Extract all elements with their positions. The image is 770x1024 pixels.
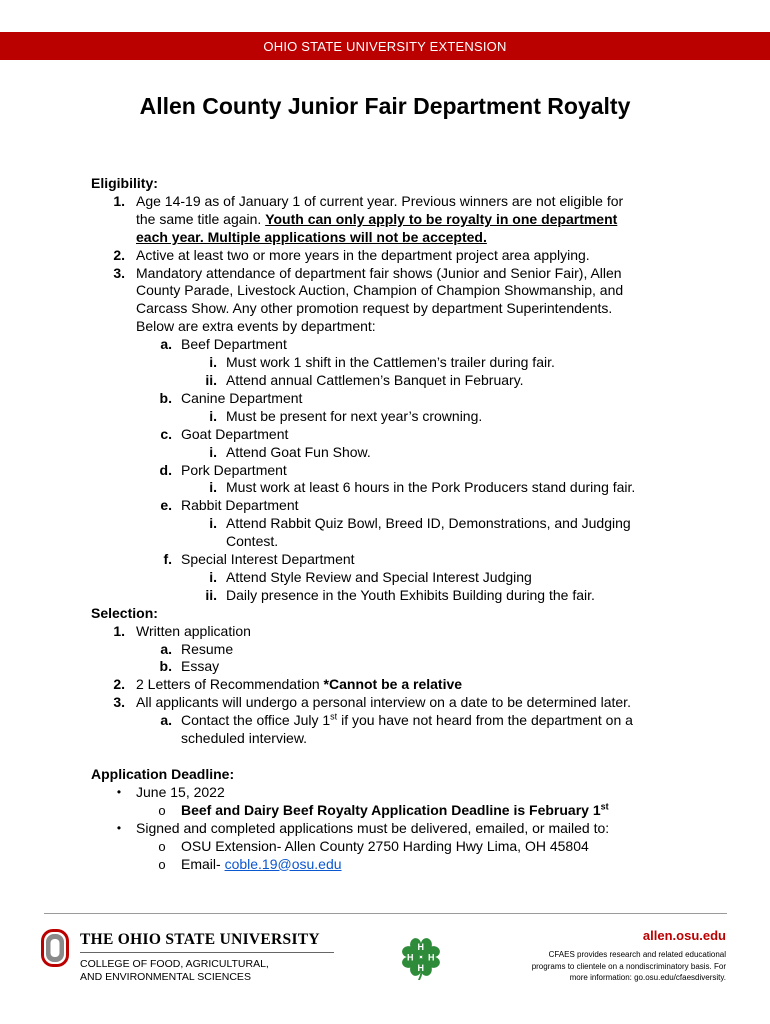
list-roman: i.	[209, 568, 217, 585]
list-text: Attend Goat Fun Show.	[226, 443, 371, 460]
list-text: Age 14-19 as of January 1 of current year. Previous winners are not eligible for	[136, 192, 624, 209]
svg-text:H: H	[407, 952, 414, 963]
list-roman: i.	[209, 354, 217, 371]
department-name: Rabbit Department	[181, 497, 299, 514]
department-name: Special Interest Department	[181, 551, 355, 568]
eligibility-item-1	[91, 193, 691, 211]
department-name: Goat Department	[181, 425, 289, 442]
email-link[interactable]: coble.19@osu.edu	[224, 855, 342, 872]
eligibility-item-1-cont	[91, 229, 691, 247]
list-letter: b.	[159, 389, 172, 406]
mailing-address	[91, 838, 691, 856]
department-goat	[91, 426, 691, 444]
list-text: Essay	[181, 658, 220, 675]
eligibility-item-2	[91, 247, 691, 265]
circle-bullet-icon: o	[158, 856, 166, 872]
list-text: Resume	[181, 640, 234, 657]
list-letter: d.	[159, 461, 172, 478]
page-title: Allen County Junior Fair Department Royalty	[139, 93, 631, 119]
list-number: 3.	[113, 264, 125, 281]
list-letter: f.	[163, 551, 172, 568]
svg-text:H: H	[417, 942, 424, 952]
list-text: the same title again.	[136, 210, 266, 227]
list-text: 2 Letters of Recommendation	[136, 676, 324, 693]
cfaes-line: CFAES provides research and related educational	[548, 950, 726, 959]
document-body	[91, 175, 691, 873]
deadline-delivery	[91, 820, 691, 838]
list-letter: a.	[160, 712, 172, 729]
eligibility-item-3	[91, 265, 691, 283]
beef-deadline-note	[91, 802, 691, 820]
department-requirement	[91, 408, 691, 426]
eligibility-item-1-cont	[91, 211, 691, 229]
list-number: 2.	[113, 246, 125, 263]
list-text: Must work 1 shift in the Cattlemen’s trailer during fair.	[226, 354, 555, 371]
list-text: County Parade, Livestock Auction, Champion of Champion Showmanship, and	[136, 282, 624, 299]
list-text: if you have not heard from the department on a	[337, 712, 633, 729]
department-requirement	[91, 479, 691, 497]
emphasis-text: *Cannot be a relative	[323, 676, 463, 693]
selection-item-2	[91, 676, 691, 694]
selection-sub-resume	[91, 641, 691, 659]
list-text: Attend Rabbit Quiz Bowl, Breed ID, Demonstrations, and Judging	[226, 515, 631, 532]
department-name: Beef Department	[181, 336, 287, 353]
list-text: Written application	[136, 622, 251, 639]
svg-text:H: H	[417, 963, 424, 973]
department-requirement	[91, 515, 691, 533]
eligibility-heading: Eligibility:	[91, 175, 158, 191]
list-letter: a.	[160, 336, 172, 353]
list-text: Mandatory attendance of department fair shows (Junior and Senior Fair), Allen	[136, 264, 622, 281]
department-name: Pork Department	[181, 461, 287, 478]
department-requirement	[91, 372, 691, 390]
department-requirement	[91, 444, 691, 462]
list-text: Active at least two or more years in the department project area applying.	[136, 246, 590, 263]
list-roman: i.	[209, 515, 217, 532]
circle-bullet-icon: o	[158, 802, 166, 818]
logo-divider	[80, 952, 334, 953]
list-text: Must be present for next year’s crowning.	[226, 407, 483, 424]
superscript: st	[600, 801, 609, 812]
eligibility-item-3-cont	[91, 300, 691, 318]
department-requirement	[91, 569, 691, 587]
list-letter: c.	[160, 425, 172, 442]
list-text: scheduled interview.	[181, 730, 308, 747]
emphasis-text: each year. Multiple applications will not be accepted.	[136, 228, 487, 245]
emphasis-text: Youth can only apply to be royalty in one department	[265, 210, 618, 227]
list-roman: ii.	[205, 586, 217, 603]
list-text: June 15, 2022	[136, 783, 225, 800]
list-text: Attend Style Review and Special Interest Judging	[226, 568, 532, 585]
department-pork	[91, 462, 691, 480]
department-beef	[91, 336, 691, 354]
list-roman: i.	[209, 443, 217, 460]
osu-logo	[40, 928, 320, 988]
bullet-icon: •	[116, 784, 122, 799]
college-line: COLLEGE OF FOOD, AGRICULTURAL,	[80, 958, 269, 970]
bullet-icon: •	[116, 820, 122, 835]
cfaes-line: programs to clientele on a nondiscriminatory basis. For	[531, 961, 726, 971]
department-special-interest	[91, 551, 691, 569]
ohio-state-block-o-icon	[40, 928, 70, 968]
selection-item-3	[91, 694, 691, 712]
list-text: OSU Extension- Allen County 2750 Harding Hwy Lima, OH 45804	[181, 837, 589, 854]
list-text: All applicants will undergo a personal interview on a date to be determined later.	[136, 694, 631, 711]
deadline-heading: Application Deadline:	[91, 766, 235, 782]
list-text: Contest.	[226, 533, 279, 550]
list-number: 3.	[113, 694, 125, 711]
college-line: AND ENVIRONMENTAL SCIENCES	[80, 970, 251, 983]
list-text: Carcass Show. Any other promotion request by department Superintendents.	[136, 300, 613, 317]
eligibility-item-3-cont	[91, 282, 691, 300]
list-letter: a.	[160, 640, 172, 657]
list-text: Signed and completed applications must be delivered, emailed, or mailed to:	[136, 819, 610, 836]
cfaes-statement	[496, 949, 726, 984]
department-requirement-cont	[91, 533, 691, 551]
university-name: THE OHIO STATE UNIVERSITY	[80, 931, 320, 948]
list-text: Below are extra events by department:	[136, 318, 376, 335]
selection-sub-essay	[91, 658, 691, 676]
emphasis-text: Beef and Dairy Beef Royalty Application Deadline is February 1	[181, 801, 601, 818]
list-letter: e.	[160, 497, 172, 514]
email-label: Email-	[181, 855, 225, 872]
department-name: Canine Department	[181, 389, 303, 406]
list-roman: i.	[209, 479, 217, 496]
website-link[interactable]: allen.osu.edu	[642, 928, 726, 943]
selection-sub-contact	[91, 712, 691, 730]
list-letter: b.	[159, 658, 172, 675]
department-requirement	[91, 587, 691, 605]
eligibility-item-3-cont	[91, 318, 691, 336]
list-text: Contact the office July 1	[181, 712, 331, 729]
svg-text:H: H	[428, 952, 435, 963]
list-roman: i.	[209, 407, 217, 424]
list-text: Daily presence in the Youth Exhibits Building during the fair.	[226, 586, 595, 603]
footer-contact	[496, 928, 726, 984]
department-requirement	[91, 354, 691, 372]
selection-sub-contact-cont	[91, 730, 691, 748]
deadline-date	[91, 784, 691, 802]
extension-banner: OHIO STATE UNIVERSITY EXTENSION	[0, 32, 770, 60]
list-text: Attend annual Cattlemen’s Banquet in February.	[226, 371, 524, 388]
list-text: Must work at least 6 hours in the Pork Producers stand during fair.	[226, 479, 636, 496]
college-name	[80, 958, 269, 983]
department-canine	[91, 390, 691, 408]
superscript: st	[330, 711, 338, 722]
4-h-clover-icon	[396, 932, 446, 982]
selection-item-1	[91, 623, 691, 641]
selection-heading: Selection:	[91, 604, 158, 621]
footer-divider	[44, 913, 727, 914]
department-rabbit	[91, 497, 691, 515]
list-number: 2.	[113, 676, 125, 693]
cfaes-line: more information: go.osu.edu/cfaesdiversity.	[569, 973, 726, 982]
list-number: 1.	[113, 192, 125, 209]
list-number: 1.	[113, 622, 125, 639]
email-line	[91, 856, 691, 874]
circle-bullet-icon: o	[158, 838, 166, 854]
list-roman: ii.	[205, 371, 217, 388]
